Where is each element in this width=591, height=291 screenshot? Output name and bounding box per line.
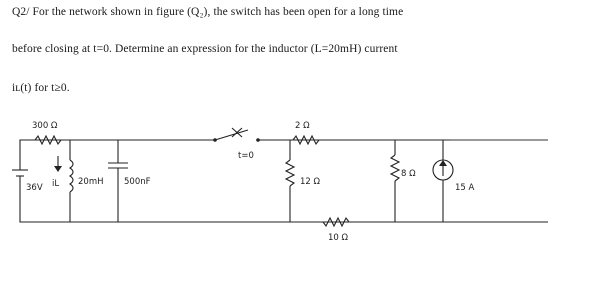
inductor-label: 20mH bbox=[78, 177, 104, 187]
current-source-label: 15 A bbox=[455, 183, 475, 193]
resistor-10-label: 10 Ω bbox=[328, 233, 349, 243]
resistor-12-label: 12 Ω bbox=[300, 177, 321, 187]
voltage-source-36v bbox=[12, 145, 43, 215]
resistor-8-label: 8 Ω bbox=[401, 169, 416, 179]
current-source-15a bbox=[433, 140, 475, 222]
capacitor-500nf bbox=[108, 140, 151, 222]
source-voltage-label: 36V bbox=[26, 183, 43, 193]
bottom-wire bbox=[20, 215, 548, 222]
inductor-current-arrow bbox=[52, 156, 62, 189]
capacitor-label: 500nF bbox=[124, 177, 151, 187]
question-line-1: Q2/ For the network shown in figure (Q₂), the switch has been open for a long time bbox=[12, 6, 404, 18]
switch bbox=[213, 128, 260, 161]
resistor-8 bbox=[391, 140, 416, 222]
resistor-300-label: 300 Ω bbox=[32, 121, 58, 131]
question-line-3: iʟ(t) for t≥0. bbox=[12, 82, 70, 94]
inductor-current-label: iL bbox=[52, 179, 60, 189]
resistor-12 bbox=[286, 140, 321, 222]
question-line-2: before closing at t=0. Determine an expression for the inductor (L=20mH) current bbox=[12, 43, 398, 55]
inductor-20mh bbox=[70, 140, 104, 222]
switch-time-label: t=0 bbox=[238, 151, 254, 161]
resistor-2-label: 2 Ω bbox=[295, 121, 310, 131]
